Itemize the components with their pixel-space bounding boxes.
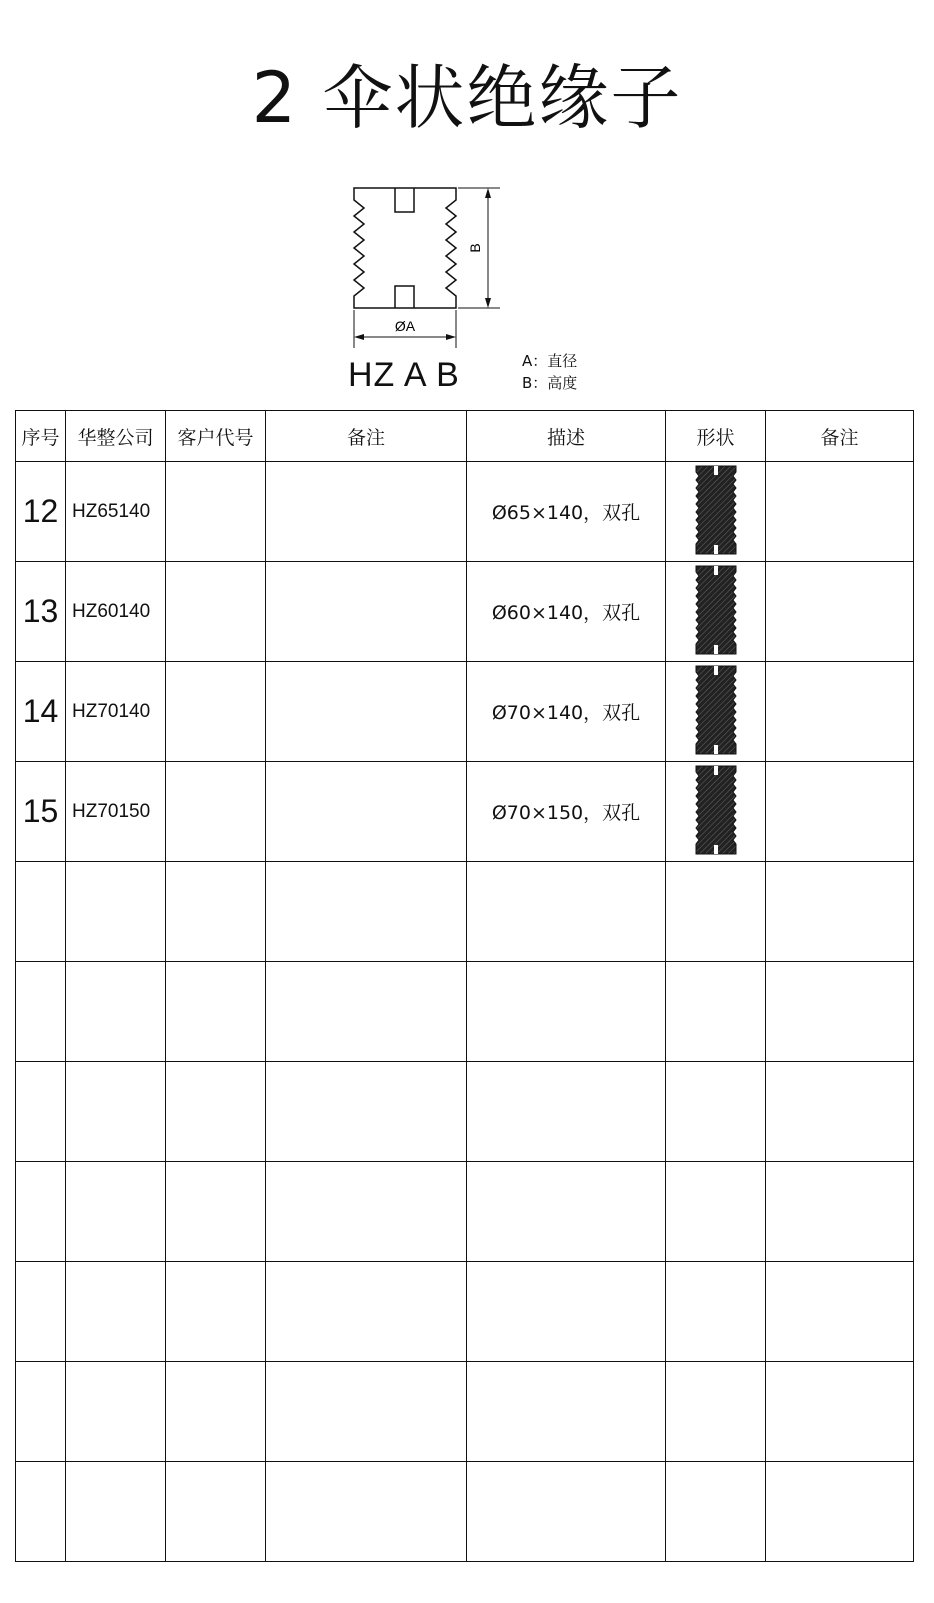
table-row — [16, 1262, 914, 1362]
cell-note — [266, 662, 467, 762]
header-note-2: 备注 — [766, 411, 914, 462]
cell-serial — [16, 962, 66, 1062]
cell-company-code — [66, 1162, 166, 1262]
table-row — [16, 1362, 914, 1462]
dim-b-label: B — [467, 243, 483, 253]
cell-serial — [16, 1362, 66, 1462]
cell-shape — [666, 762, 766, 862]
cell-customer-code — [166, 862, 266, 962]
cell-serial: 13 — [16, 562, 66, 662]
cell-serial: 12 — [16, 462, 66, 562]
cell-customer-code — [166, 562, 266, 662]
cell-customer-code — [166, 762, 266, 862]
table-header-row — [16, 411, 914, 462]
table-row — [16, 1162, 914, 1262]
header-description: 描述 — [467, 411, 666, 462]
cell-customer-code — [166, 462, 266, 562]
cell-note — [266, 1062, 467, 1162]
cell-shape — [666, 862, 766, 962]
cell-description — [467, 862, 666, 962]
cell-note-2 — [766, 862, 914, 962]
cell-company-code — [66, 1262, 166, 1362]
cell-shape — [666, 1462, 766, 1562]
cell-serial — [16, 862, 66, 962]
cell-shape — [666, 1362, 766, 1462]
cell-serial — [16, 1162, 66, 1262]
cell-description — [467, 1162, 666, 1262]
table-row — [16, 1462, 914, 1562]
cell-company-code — [66, 1362, 166, 1462]
cell-note-2 — [766, 1062, 914, 1162]
cell-note — [266, 1162, 467, 1262]
cell-note-2 — [766, 762, 914, 862]
cell-note — [266, 1262, 467, 1362]
cell-company-code — [66, 1062, 166, 1162]
cell-shape — [666, 462, 766, 562]
legend-b: B：高度 — [522, 374, 578, 392]
cell-customer-code — [166, 1162, 266, 1262]
cell-serial — [16, 1262, 66, 1362]
page-title: 2 伞状绝缘子 — [251, 57, 683, 139]
cell-note — [266, 562, 467, 662]
cell-company-code: HZ65140 — [66, 462, 166, 562]
cell-description — [467, 1062, 666, 1162]
cell-description: Ø65×140，双孔 — [467, 462, 666, 562]
dimension-legend — [522, 350, 577, 394]
header-shape: 形状 — [666, 411, 766, 462]
cell-shape — [666, 1162, 766, 1262]
cell-shape — [666, 1062, 766, 1162]
cell-serial — [16, 1462, 66, 1562]
insulator-shape-icon — [693, 741, 739, 760]
table-row — [16, 462, 914, 562]
cell-company-code — [66, 862, 166, 962]
cell-note — [266, 962, 467, 1062]
cell-note-2 — [766, 562, 914, 662]
dim-a-label: ØA — [394, 318, 416, 334]
cell-customer-code — [166, 1062, 266, 1162]
cell-note — [266, 462, 467, 562]
table-row — [16, 1062, 914, 1162]
cell-shape — [666, 562, 766, 662]
cell-note — [266, 862, 467, 962]
table-row — [16, 862, 914, 962]
header-customer-code: 客户代号 — [166, 411, 266, 462]
cell-company-code: HZ70140 — [66, 662, 166, 762]
insulator-shape-icon — [693, 641, 739, 660]
cell-note — [266, 762, 467, 862]
cell-customer-code — [166, 1362, 266, 1462]
cell-shape — [666, 662, 766, 762]
cell-customer-code — [166, 1462, 266, 1562]
cell-description: Ø70×140，双孔 — [467, 662, 666, 762]
header-company-code: 华整公司 — [66, 411, 166, 462]
table-row — [16, 562, 914, 662]
cell-note-2 — [766, 1362, 914, 1462]
insulator-diagram — [340, 180, 520, 355]
table-row — [16, 662, 914, 762]
cell-company-code — [66, 1462, 166, 1562]
header-serial: 序号 — [16, 411, 66, 462]
cell-company-code: HZ70150 — [66, 762, 166, 862]
insulator-shape-icon — [693, 541, 739, 560]
cell-serial — [16, 1062, 66, 1162]
cell-note-2 — [766, 1162, 914, 1262]
product-table — [15, 410, 914, 1562]
cell-description — [467, 1262, 666, 1362]
cell-note-2 — [766, 662, 914, 762]
header-note: 备注 — [266, 411, 467, 462]
cell-customer-code — [166, 662, 266, 762]
code-format-label: HZ A B — [348, 356, 460, 394]
cell-note-2 — [766, 462, 914, 562]
cell-shape — [666, 1262, 766, 1362]
cell-customer-code — [166, 1262, 266, 1362]
cell-note — [266, 1362, 467, 1462]
cell-note-2 — [766, 1262, 914, 1362]
cell-note — [266, 1462, 467, 1562]
legend-a: A：直径 — [522, 352, 578, 370]
cell-serial: 15 — [16, 762, 66, 862]
cell-description — [467, 1462, 666, 1562]
cell-description: Ø60×140，双孔 — [467, 562, 666, 662]
cell-description: Ø70×150，双孔 — [467, 762, 666, 862]
cell-description — [467, 962, 666, 1062]
cell-shape — [666, 962, 766, 1062]
cell-description — [467, 1362, 666, 1462]
cell-note-2 — [766, 1462, 914, 1562]
cell-customer-code — [166, 962, 266, 1062]
cell-note-2 — [766, 962, 914, 1062]
table-row — [16, 962, 914, 1062]
cell-company-code — [66, 962, 166, 1062]
cell-serial: 14 — [16, 662, 66, 762]
insulator-shape-icon — [693, 841, 739, 860]
table-row — [16, 762, 914, 862]
cell-company-code: HZ60140 — [66, 562, 166, 662]
